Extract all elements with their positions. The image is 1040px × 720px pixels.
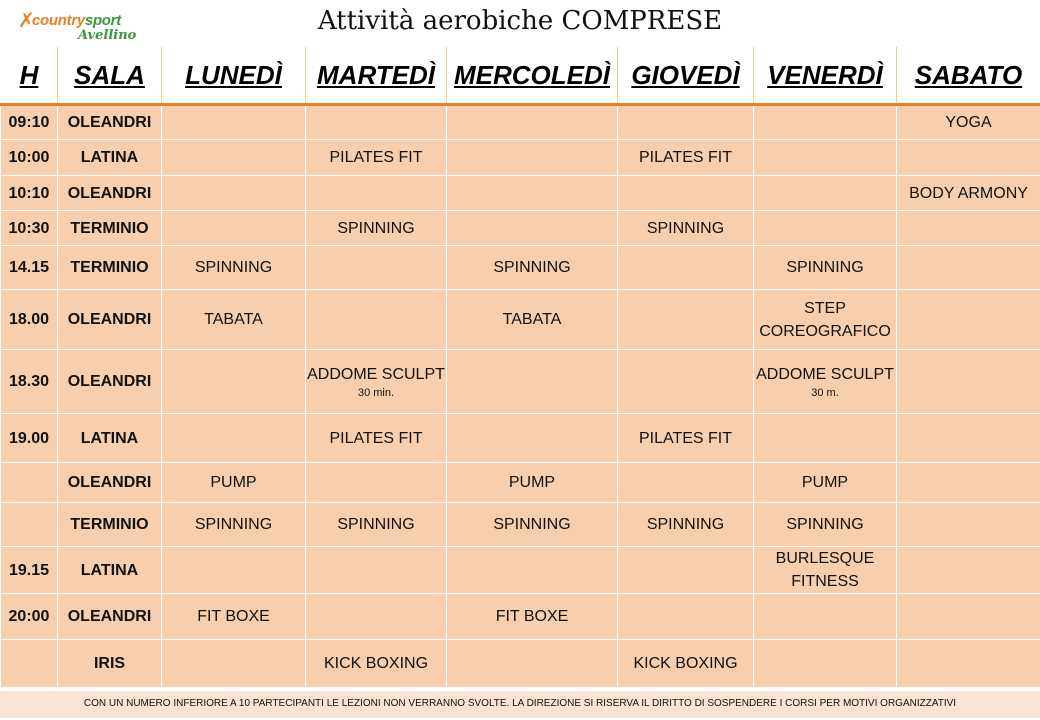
class-cell-venerdi [754,547,897,594]
class-name: SPINNING [786,259,864,276]
class-cell-martedi [306,640,447,688]
class-cell-venerdi [754,105,897,140]
class-name: SPINNING [194,516,273,533]
col-header-venerdi: VENERDÌ [754,48,897,105]
class-cell-mercoledi [447,594,618,640]
schedule-table [0,47,1040,688]
sala-cell: LATINA [58,140,162,176]
class-name: PILATES FIT [638,429,733,447]
class-cell-mercoledi [447,414,618,463]
sala-cell: TERMINIO [58,211,162,246]
footer-note: CON UN NUMERO INFERIORE A 10 PARTECIPANTI LE LEZIONI NON VERRANNO SVOLTE. LA DIREZIONE SI RISERVA IL DIRITTO DI SOSPENDERE I CORSI PER MOTIVI ORGANIZZATIVI [0,691,1040,718]
class-cell-venerdi [754,414,897,463]
class-cell-martedi [306,594,447,640]
table-row [1,105,1040,140]
sala-cell: OLEANDRI [58,105,162,140]
class-cell-giovedi [618,290,754,350]
class-cell-lunedi [162,547,306,594]
hour-cell [1,463,58,503]
class-cell-mercoledi [447,463,618,503]
table-row [1,414,1040,463]
header-row [1,48,1040,105]
hour-cell: 19.00 [1,414,58,463]
class-cell-mercoledi [447,140,618,176]
class-cell-martedi [306,140,447,176]
sala-cell: OLEANDRI [58,290,162,350]
class-cell-venerdi [754,246,897,290]
class-name: BODY ARMONY [909,184,1028,202]
class-cell-mercoledi [447,503,618,547]
class-cell-lunedi [162,105,306,140]
class-cell-lunedi [162,463,306,503]
class-cell-sabato [897,594,1040,640]
class-cell-mercoledi [447,211,618,246]
sala-cell: OLEANDRI [58,463,162,503]
class-cell-mercoledi [447,290,618,350]
class-duration-note: 30 m. [811,386,839,399]
class-cell-sabato [897,211,1040,246]
class-cell-sabato [897,463,1040,503]
class-cell-martedi [306,350,447,414]
class-cell-giovedi [618,463,754,503]
class-cell-martedi [306,246,447,290]
table-row [1,140,1040,176]
class-cell-lunedi [162,640,306,688]
class-cell-sabato [897,176,1040,211]
class-cell-lunedi [162,350,306,414]
class-cell-martedi [306,547,447,594]
class-cell-sabato [897,290,1040,350]
table-row [1,246,1040,290]
sala-cell: OLEANDRI [58,176,162,211]
table-row [1,547,1040,594]
table-row [1,594,1040,640]
class-name: PUMP [210,474,257,491]
col-header-sala: SALA [58,48,162,105]
class-cell-venerdi [754,640,897,688]
hour-cell: 09:10 [1,105,58,140]
class-cell-mercoledi [447,350,618,414]
class-cell-giovedi [618,547,754,594]
class-name: SPINNING [194,259,273,276]
hour-cell [1,640,58,688]
class-name: ADDOME SCULPT [307,365,445,383]
runner-icon: ✗ [18,8,35,32]
sala-cell: OLEANDRI [58,594,162,640]
class-cell-sabato [897,414,1040,463]
class-name: PILATES FIT [329,429,423,447]
class-cell-sabato [897,140,1040,176]
class-cell-venerdi [754,290,897,350]
class-cell-giovedi [618,640,754,688]
class-name: SPINNING [646,516,725,533]
hour-cell [1,503,58,547]
class-cell-giovedi [618,105,754,140]
class-cell-giovedi [618,414,754,463]
class-cell-venerdi [754,211,897,246]
class-name: FIT BOXE [197,608,270,625]
class-name: PUMP [801,474,849,491]
class-cell-venerdi [754,350,897,414]
logo-text: countrysport [32,12,121,29]
class-cell-lunedi [162,503,306,547]
class-cell-sabato [897,503,1040,547]
class-cell-martedi [306,176,447,211]
class-name: KICK BOXING [323,655,429,672]
class-name: PUMP [508,474,556,491]
class-cell-giovedi [618,350,754,414]
hour-cell: 10:30 [1,211,58,246]
hour-cell: 18.00 [1,290,58,350]
hour-cell: 18.30 [1,350,58,414]
class-cell-giovedi [618,176,754,211]
sala-cell: TERMINIO [58,246,162,290]
class-cell-giovedi [618,594,754,640]
class-cell-venerdi [754,140,897,176]
sala-cell: TERMINIO [58,503,162,547]
class-cell-lunedi [162,594,306,640]
table-row [1,176,1040,211]
sala-cell: LATINA [58,547,162,594]
class-cell-martedi [306,503,447,547]
class-name: SPINNING [786,516,864,533]
class-name: PILATES FIT [638,149,733,166]
class-cell-mercoledi [447,246,618,290]
logo-city: Avellino [78,28,137,43]
class-cell-giovedi [618,503,754,547]
class-name: YOGA [945,114,992,131]
class-name: ADDOME SCULPT [756,365,894,383]
class-name: FIT BOXE [495,608,569,625]
class-name: SPINNING [337,219,415,237]
table-row [1,463,1040,503]
hour-cell: 10:10 [1,176,58,211]
hour-cell: 19.15 [1,547,58,594]
class-name: SPINNING [646,219,725,237]
col-header-hour: H [1,48,58,105]
hour-cell: 14.15 [1,246,58,290]
table-row [1,211,1040,246]
class-cell-lunedi [162,176,306,211]
class-name: KICK BOXING [633,655,738,672]
col-header-sabato: SABATO [897,48,1040,105]
col-header-martedi: MARTEDÌ [306,48,447,105]
class-cell-venerdi [754,463,897,503]
class-cell-martedi [306,290,447,350]
col-header-mercoledi: MERCOLEDÌ [447,48,618,105]
class-cell-lunedi [162,246,306,290]
class-name: STEP COREOGRAFICO [759,299,891,340]
class-cell-giovedi [618,140,754,176]
sala-cell: LATINA [58,414,162,463]
hour-cell: 20:00 [1,594,58,640]
class-cell-venerdi [754,594,897,640]
table-row [1,640,1040,688]
sala-cell: IRIS [58,640,162,688]
class-cell-sabato [897,640,1040,688]
class-cell-mercoledi [447,640,618,688]
table-row [1,350,1040,414]
hour-cell: 10:00 [1,140,58,176]
class-cell-mercoledi [447,105,618,140]
class-cell-martedi [306,414,447,463]
class-name: SPINNING [493,516,571,533]
class-cell-sabato [897,547,1040,594]
class-cell-giovedi [618,246,754,290]
class-cell-sabato [897,350,1040,414]
class-cell-sabato [897,246,1040,290]
class-cell-mercoledi [447,547,618,594]
page-title: Attività aerobiche COMPRESE [317,6,723,36]
class-name: PILATES FIT [329,149,423,166]
class-name: SPINNING [337,516,415,533]
class-cell-venerdi [754,503,897,547]
col-header-lunedi: LUNEDÌ [162,48,306,105]
class-duration-note: 30 min. [357,386,395,399]
class-name: SPINNING [493,259,571,276]
class-cell-giovedi [618,211,754,246]
class-cell-martedi [306,105,447,140]
class-cell-martedi [306,463,447,503]
class-cell-mercoledi [447,176,618,211]
class-cell-martedi [306,211,447,246]
sala-cell: OLEANDRI [58,350,162,414]
class-cell-sabato [897,105,1040,140]
class-cell-lunedi [162,290,306,350]
class-cell-lunedi [162,414,306,463]
col-header-giovedi: GIOVEDÌ [618,48,754,105]
class-name: TABATA [204,311,263,328]
class-name: BURLESQUE FITNESS [775,550,875,590]
table-row [1,503,1040,547]
class-cell-lunedi [162,211,306,246]
class-cell-venerdi [754,176,897,211]
table-row [1,290,1040,350]
class-name: TABATA [502,311,562,328]
class-cell-lunedi [162,140,306,176]
